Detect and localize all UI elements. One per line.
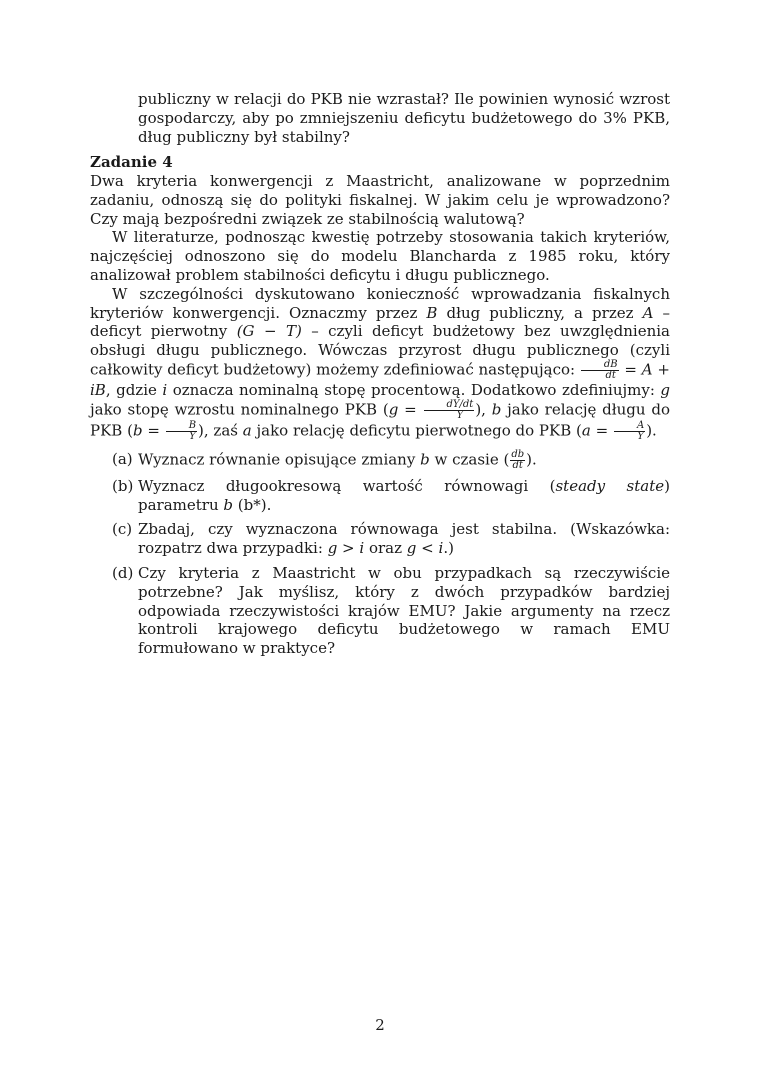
paragraph-2: W literaturze, podnosząc kwestię potrzeby stosowania takich kryteriów, najczęściej odnoszono się do modelu Blancharda z 1985 roku, który analizował problem stabilności deficytu i długu publicznego. — [90, 228, 670, 284]
list-item: (c) Zbadaj, czy wyznaczona równowaga jest stabilna. (Wskazówka: rozpatrz dwa przypadki: g > i oraz g < i.) — [112, 520, 670, 558]
g-fraction: $\frac{dY/dt}{Y}$ — [424, 400, 475, 421]
dB-dt-fraction: $\frac{dB}{dt}$ — [581, 360, 619, 381]
task-list — [90, 450, 670, 658]
list-item: (a) Wyznacz równanie opisujące zmiany b w czasie ( $\frac{db}{dt}$ ). — [112, 448, 537, 471]
continuation-paragraph: publiczny w relacji do PKB nie wzrastał? Ile powinien wynosić wzrost gospodarczy, aby po zmniejszeniu deficytu budżetowego do 3% PKB, dług publiczny był stabilny? — [138, 90, 670, 146]
list-item: (d) Czy kryteria z Maastricht w obu przypadkach są rzeczywiście potrzebne? Jak myślisz, który z dwóch przypadków bardziej odpowiada rzeczywistości krajów EMU? Jakie argumenty na rzecz kontroli krajowego deficytu budżetowego w ramach EMU formułowano w praktyce? — [112, 563, 670, 658]
exercise-body — [90, 172, 670, 664]
paragraph-1: Dwa kryteria konwergencji z Maastricht, analizowane w poprzednim zadaniu, odnoszą się do polityki fiskalnej. W jakim celu je wprowadzono? Czy mają bezpośredni związek ze stabilnością walutową? — [90, 172, 670, 228]
b-fraction: $\frac{B}{Y}$ — [166, 421, 197, 442]
page-number: 2 — [375, 1016, 385, 1034]
paragraph-3: W szczególności dyskutowano konieczność wprowadzania fiskalnych kryteriów konwergencji. Oznaczmy przez B dług publiczny, a przez A – deficyt pierwotny (G − T) – czyli deficyt budżetowy bez uwzględnienia obsługi długu publicznego. Wówczas przyrost długu publicznego (czyli całkowity deficyt budżetowy) możemy zdefiniować następująco: $\frac{dB}{dt}$ = A + iB, gdzie i oznacza nominalną stopę procentową. Dodatkowo zdefiniujmy: g jako stopę wzrostu nominalnego PKB (g = $\frac{dY/dt}{Y}$ ), b jako relację długu do PKB (b = $\frac{B}{Y}$ ), zaś a jako relację deficytu pierwotnego do PKB (a = $\frac{A}{Y}$ ). — [90, 284, 670, 442]
a-fraction: $\frac{A}{Y}$ — [614, 421, 645, 442]
db-dt-fraction: $\frac{db}{dt}$ — [511, 448, 525, 471]
exercise-title: Zadanie 4 — [90, 153, 173, 171]
list-item: (b) Wyznacz długookresową wartość równowagi (steady state) parametru b (b*). — [112, 476, 670, 514]
